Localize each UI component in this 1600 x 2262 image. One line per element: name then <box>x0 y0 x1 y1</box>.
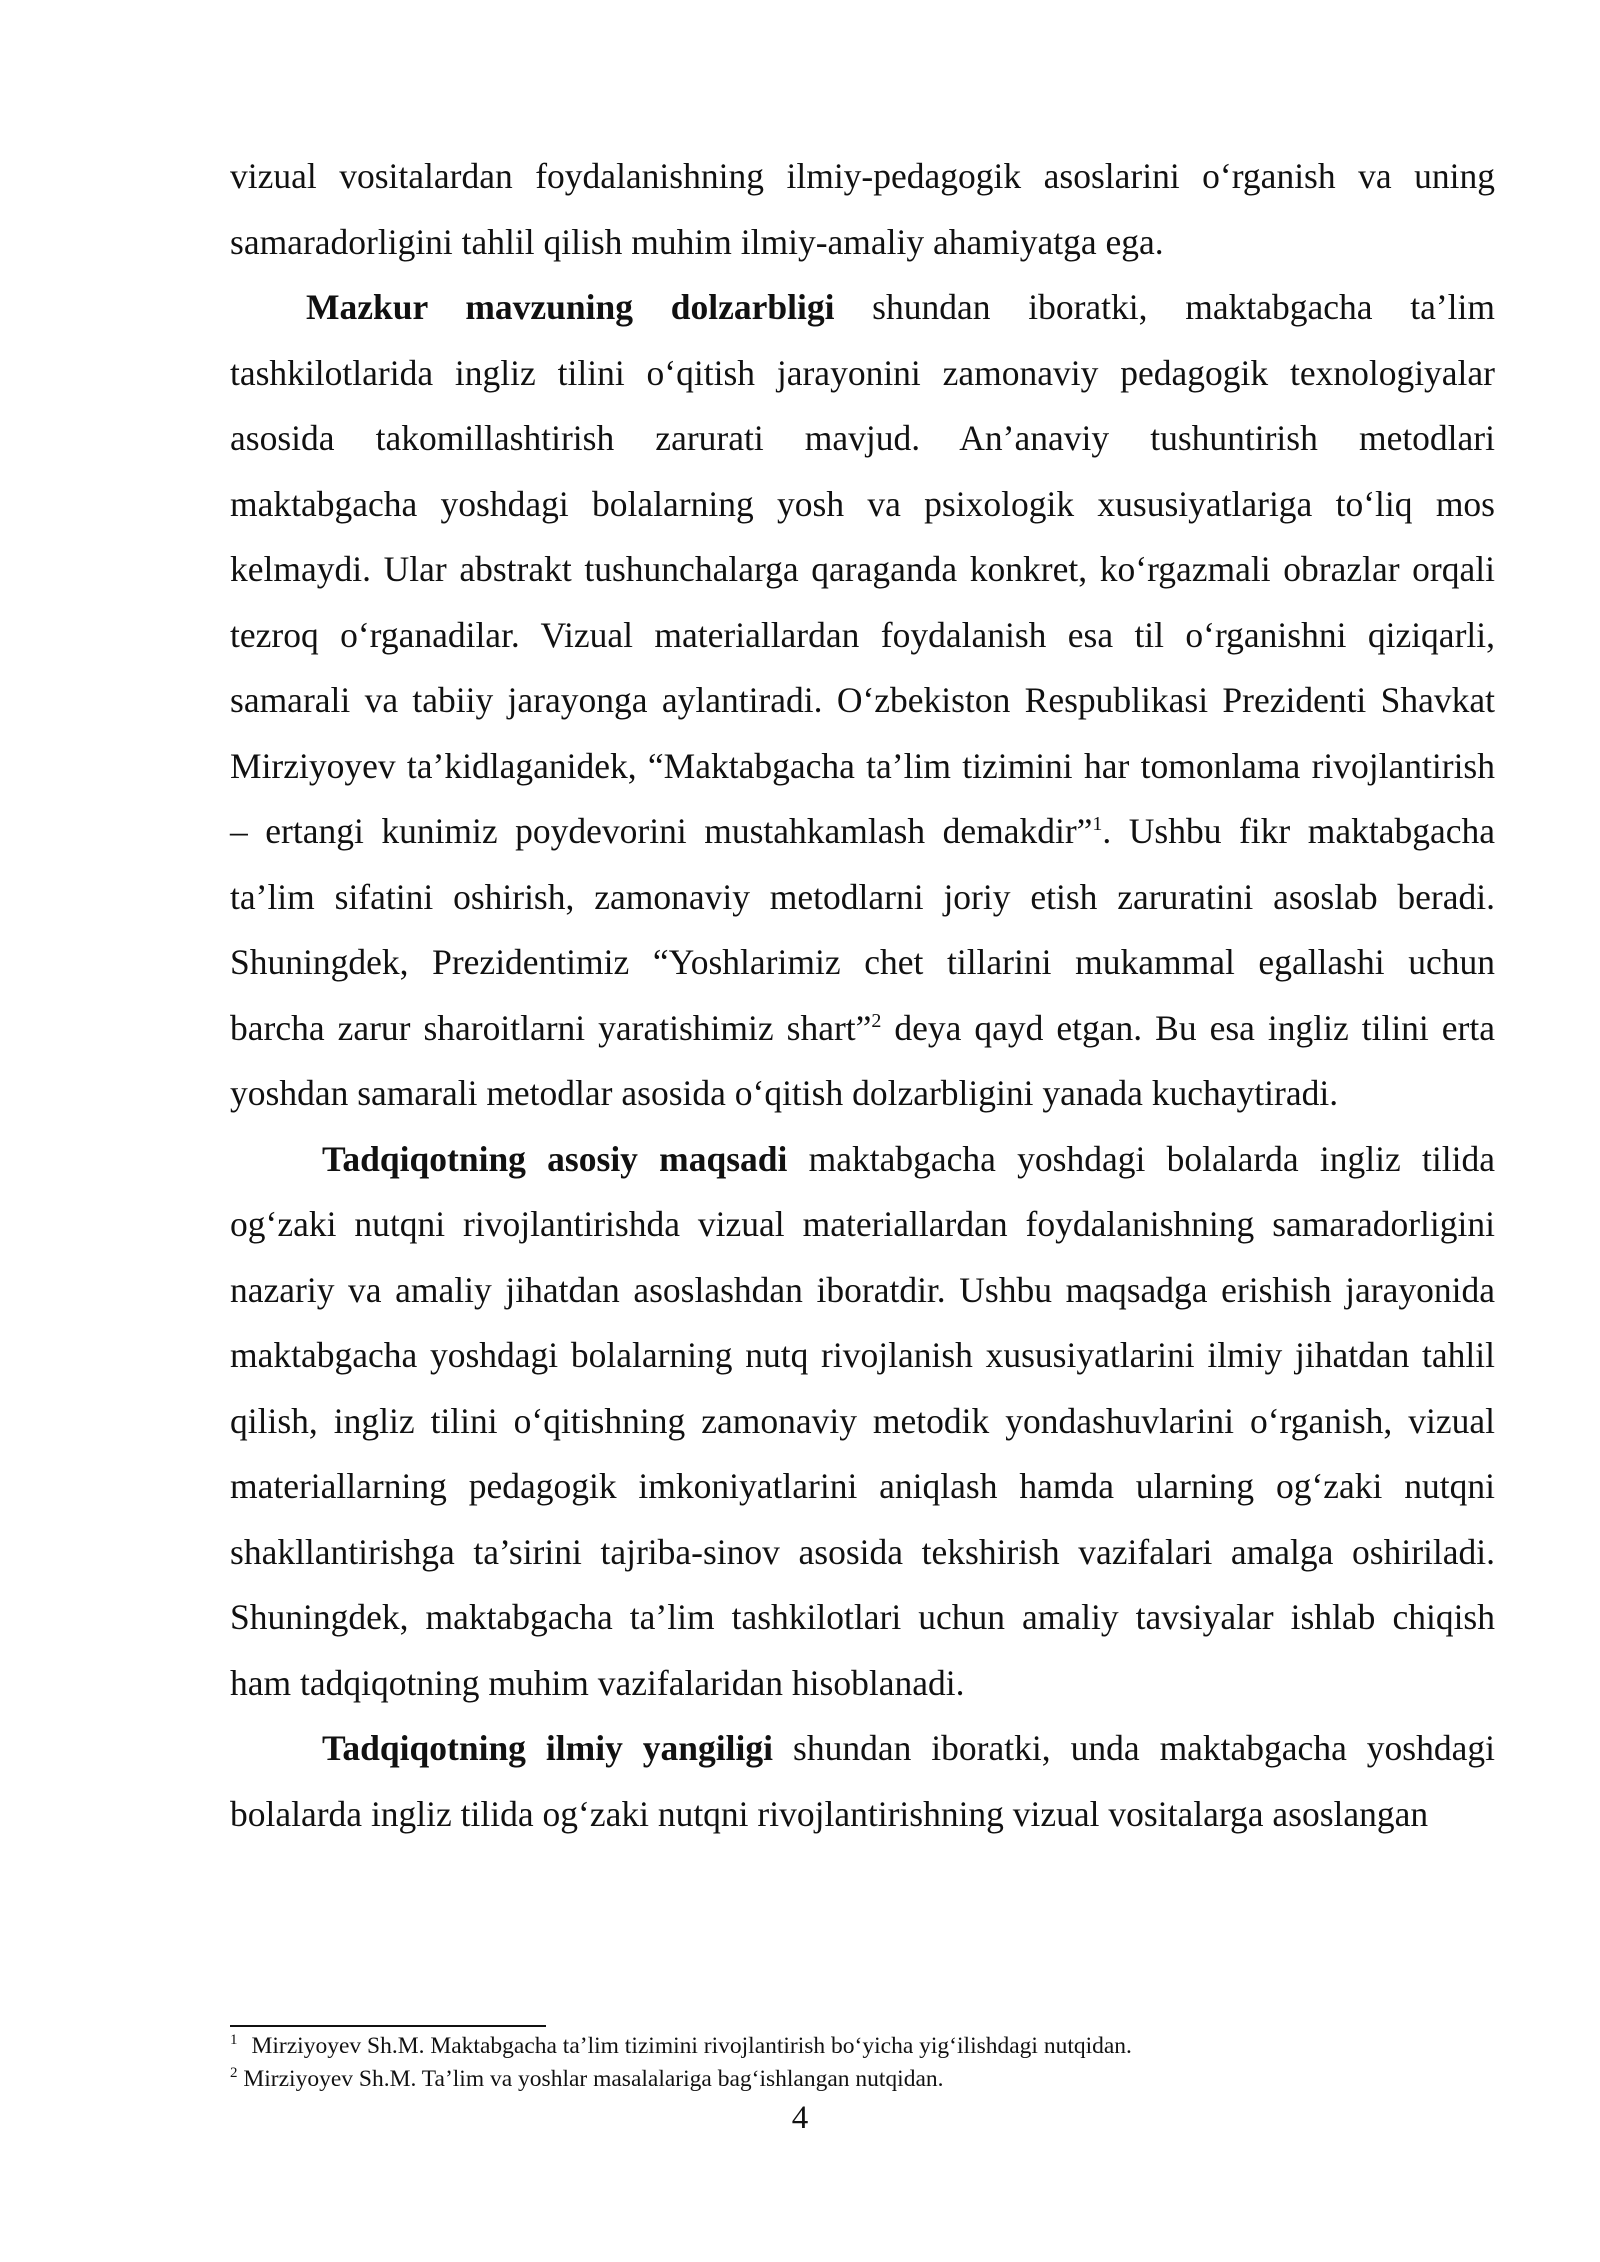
paragraph-aim <box>230 1127 1495 1717</box>
footnote-separator <box>230 2025 546 2027</box>
footnote-1-text: Mirziyoyev Sh.M. Maktabgacha ta’lim tizimini rivojlantirish bo‘yicha yig‘ilishdagi nutqidan. <box>251 2033 1132 2059</box>
paragraph-relevance <box>230 275 1495 1127</box>
footnote-ref-2[interactable]: 2 <box>871 1009 882 1032</box>
footnote-1 <box>230 2030 1495 2063</box>
novelty-text: shundan iboratki, unda maktabgacha yoshdagi bolalarda ingliz tilida og‘zaki nutqni rivojlantirishning vizual vositalarga asoslangan <box>230 1728 1495 1834</box>
footnotes <box>230 2030 1495 2096</box>
relevance-text-c: deya qayd etgan. Bu esa ingliz tilini erta yoshdan samarali metodlar asosida o‘qitish dolzarbligini yanada kuchaytiradi. <box>230 1007 1495 1113</box>
body-text <box>230 144 1495 1847</box>
relevance-heading: Mazkur mavzuning dolzarbligi <box>306 287 835 327</box>
page-number: 4 <box>791 2100 809 2136</box>
novelty-heading: Tadqiqotning ilmiy yangiligi <box>322 1728 774 1768</box>
footnote-2-text: Mirziyoyev Sh.M. Ta’lim va yoshlar masalalariga bag‘ishlangan nutqidan. <box>243 2066 944 2092</box>
footnote-mark-2: 2 <box>230 2065 238 2082</box>
aim-heading: Tadqiqotning asosiy maqsadi <box>322 1138 788 1179</box>
aim-text: maktabgacha yoshdagi bolalarda ingliz tilida og‘zaki nutqni rivojlantirishda vizual materiallardan foydalanishning samaradorligini nazariy va amaliy jihatdan asoslashdan iboratdir. Ushbu maqsadga erishish jarayonida maktabgacha yoshdagi bolalarning nutq rivojlanish xususiyatlarini ilmiy jihatdan tahlil qilish, ingliz tilini o‘qitishning zamonaviy metodik yondashuvlarini o‘rganish, vizual materiallarning pedagogik imkoniyatlarini aniqlash hamda ularning og‘zaki nutqni shakllantirishga ta’sirini tajriba-sinov asosida tekshirish vazifalari amalga oshiriladi. Shuningdek, maktabgacha ta’lim tashkilotlari uchun amaliy tavsiyalar ishlab chiqish ham tadqiqotning muhim vazifalaridan hisoblanadi. <box>230 1138 1495 1703</box>
relevance-text-b: . Ushbu fikr maktabgacha ta’lim sifatini oshirish, zamonaviy metodlarni joriy etish zaruratini asoslab beradi. Shuningdek, Prezidentimiz “Yoshlarimiz chet tillarini mukammal egallashi uchun barcha zarur sharoitlarni yaratishimiz shart” <box>230 811 1496 1048</box>
footnote-2 <box>230 2063 1495 2096</box>
paragraph-novelty <box>230 1716 1495 1847</box>
footnote-mark-1: 1 <box>230 2032 238 2049</box>
relevance-text-a: shundan iboratki, maktabgacha ta’lim tashkilotlarida ingliz tilini o‘qitish jarayonini zamonaviy pedagogik texnologiyalar asosida takomillashtirish zarurati mavjud. An’anaviy tushuntirish metodlari maktabgacha yoshdagi bolalarning yosh va psixologik xususiyatlariga to‘liq mos kelmaydi. Ular abstrakt tushunchalarga qaraganda konkret, ko‘rgazmali obrazlar orqali tezroq o‘rganadilar. Vizual materiallardan foydalanish esa til o‘rganishni qiziqarli, samarali va tabiiy jarayonga aylantiradi. O‘zbekiston Respublikasi Prezidenti Shavkat Mirziyoyev ta’kidlaganidek, “Maktabgacha ta’lim tizimini har tomonlama rivojlantirish – ertangi kunimiz poydevorini mustahkamlash demakdir” <box>230 287 1495 851</box>
paragraph-continuation: vizual vositalardan foydalanishning ilmiy-pedagogik asoslarini o‘rganish va uning samaradorligini tahlil qilish muhim ilmiy-amaliy ahamiyatga ega. <box>230 156 1495 262</box>
footnote-ref-1[interactable]: 1 <box>1092 813 1103 836</box>
